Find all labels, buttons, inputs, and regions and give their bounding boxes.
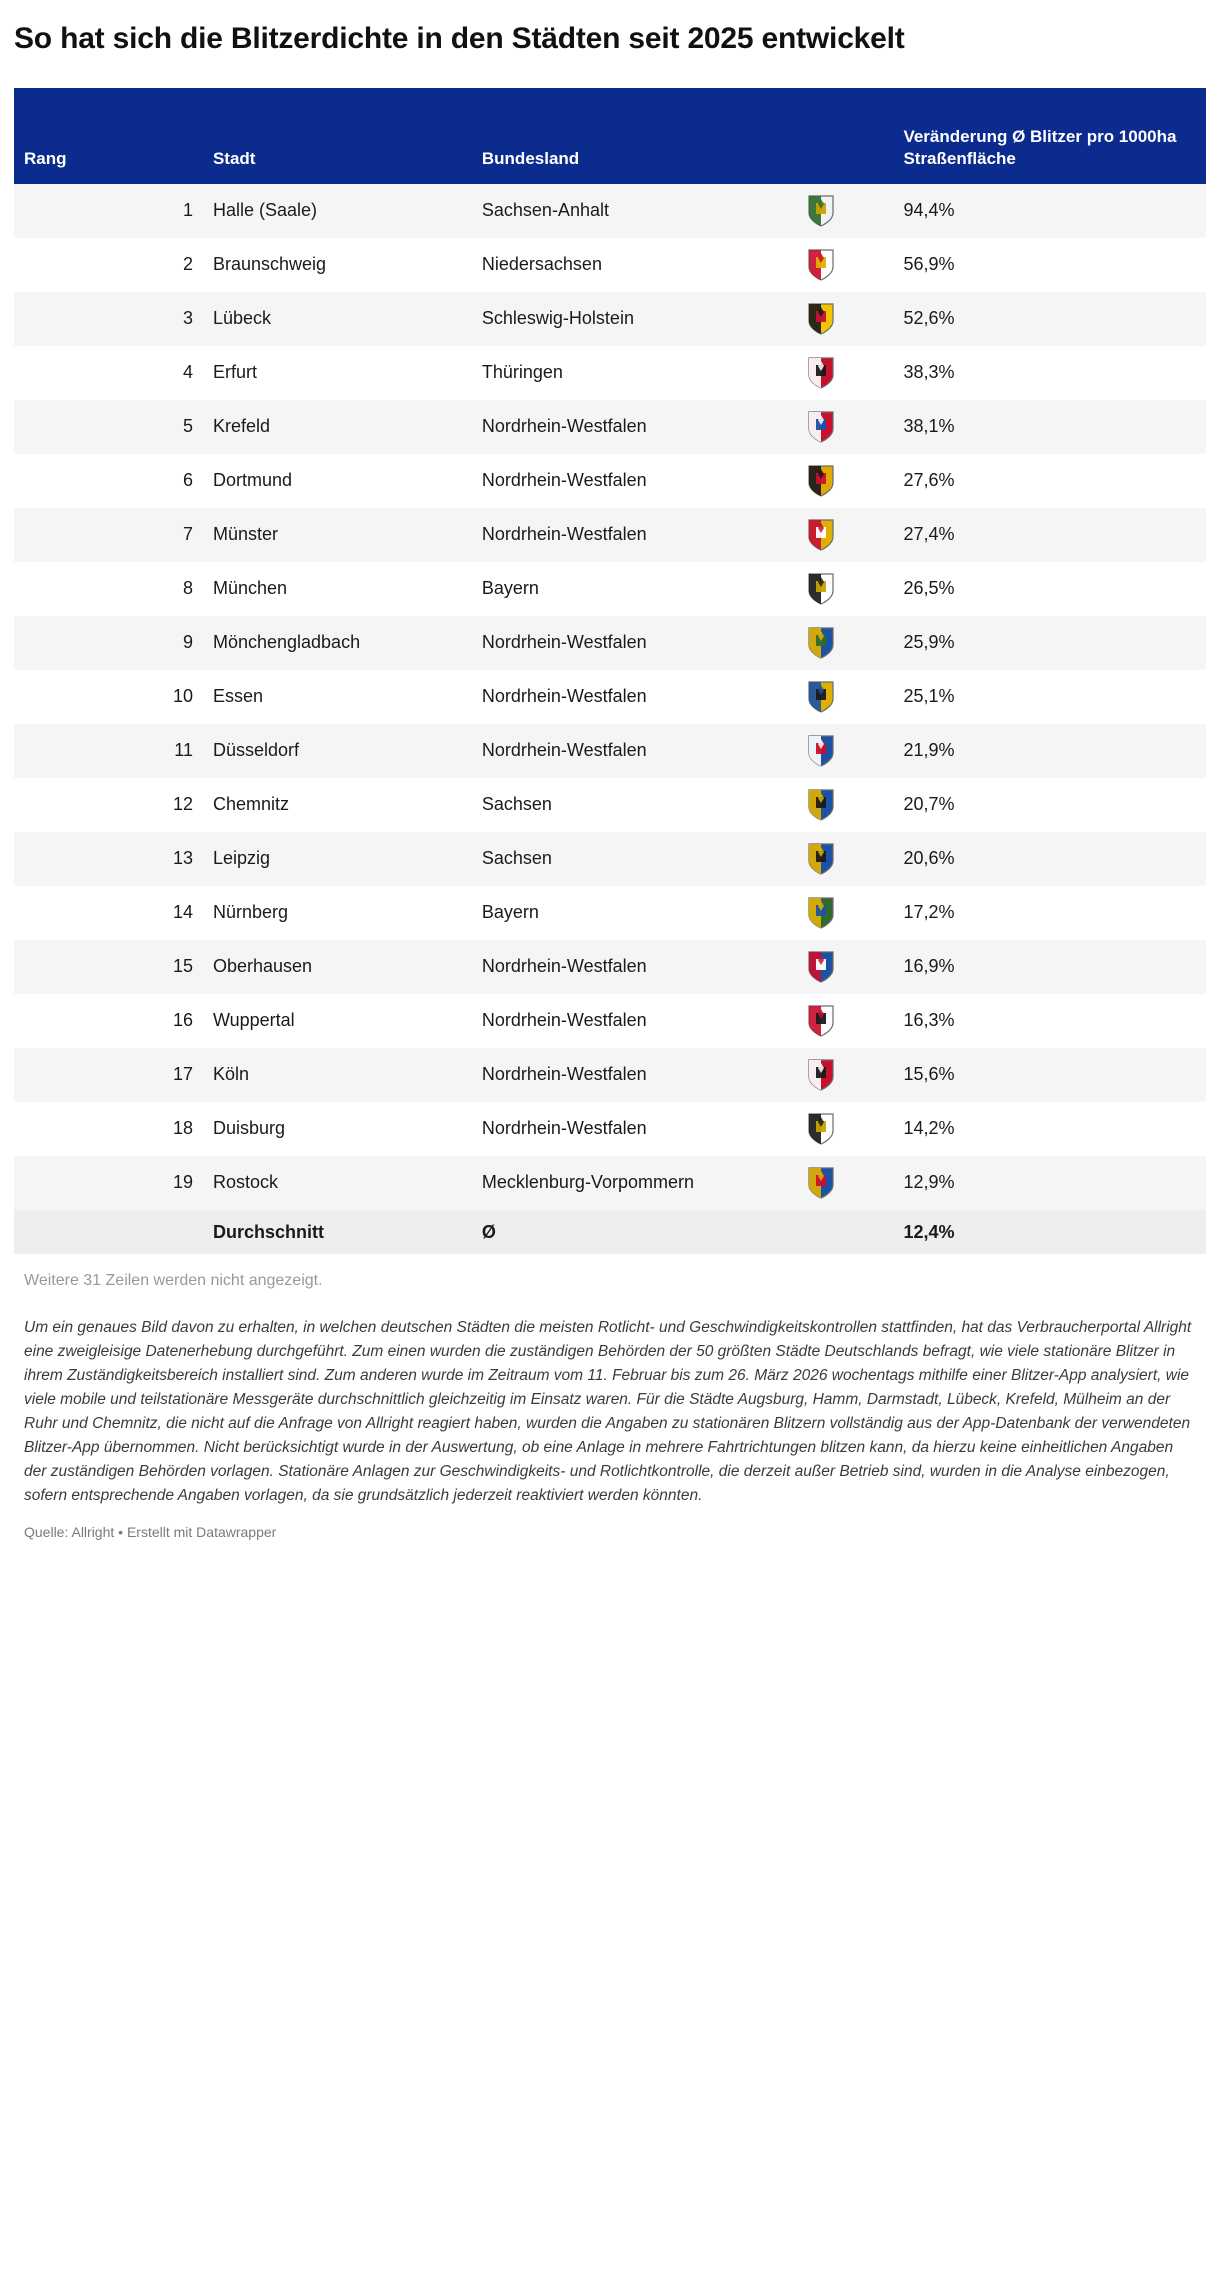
- cell-stadt: Wuppertal: [212, 1010, 295, 1031]
- table-row: [14, 832, 1206, 886]
- cell-rang: 16: [172, 1010, 193, 1031]
- page-title: So hat sich die Blitzerdichte in den Städten seit 2025 entwickelt: [14, 22, 905, 55]
- table-row: [14, 238, 1206, 292]
- cell-rang: 14: [172, 902, 193, 923]
- coat-of-arms-schleswig-holstein: [748, 292, 893, 346]
- coat-of-arms-wuppertal: [748, 994, 893, 1048]
- table-body: [14, 184, 1206, 1255]
- cell-bundesland: Nordrhein-Westfalen: [481, 470, 647, 491]
- source-line: Quelle: Allright • Erstellt mit Datawrapper: [24, 1524, 277, 1541]
- cell-bundesland: Schleswig-Holstein: [481, 308, 634, 329]
- table-header: [14, 88, 1206, 184]
- cell-veraenderung: 56,9%: [903, 254, 955, 275]
- table-row: [14, 616, 1206, 670]
- cell-stadt: Dortmund: [212, 470, 292, 491]
- hidden-rows-note: Weitere 31 Zeilen werden nicht angezeigt.: [24, 1272, 323, 1289]
- table-row: [14, 724, 1206, 778]
- cell-veraenderung: 15,6%: [903, 1064, 955, 1085]
- table-row: [14, 562, 1206, 616]
- coat-of-arms-rostock: [748, 1156, 893, 1210]
- cell-stadt: Münster: [212, 524, 278, 545]
- cell-stadt: Köln: [212, 1064, 249, 1085]
- cell-veraenderung: 26,5%: [903, 578, 955, 599]
- table-row: [14, 886, 1206, 940]
- cell-rang: 5: [182, 416, 193, 437]
- cell-rang: 9: [182, 632, 193, 653]
- table-row: [14, 778, 1206, 832]
- coat-of-arms-duisburg: [748, 1102, 893, 1156]
- cell-veraenderung: 12,4%: [893, 1210, 1206, 1255]
- cell-veraenderung: 21,9%: [903, 740, 955, 761]
- coat-of-arms-oberhausen: [748, 940, 893, 994]
- cell-stadt: Braunschweig: [212, 254, 327, 275]
- column-header-wappen[interactable]: [748, 88, 893, 184]
- cell-bundesland: Sachsen: [481, 848, 552, 869]
- table-row: [14, 1102, 1206, 1156]
- cell-bundesland: Nordrhein-Westfalen: [481, 1064, 647, 1085]
- cell-veraenderung: 27,4%: [903, 524, 955, 545]
- methodology-footnote: Um ein genaues Bild davon zu erhalten, in welchen deutschen Städten die meisten Rotlicht- und Geschwindigkeitskontrollen stattfinden, hat das Verbraucherportal Allright eine zweigleisige Datenerhebung durchgeführt. Zum einen wurden die zuständigen Behörden der 50 größten Städte Deutschlands befragt, wie viele stationäre Blitzer in ihrem Zuständigkeitsbereich installiert sind. Zum anderen wurde im Zeitraum vom 11. Februar bis zum 26. März 2026 wochentags mithilfe einer Blitzer-App analysiert, wie viele mobile und teilstationäre Messgeräte durchschnittlich gleichzeitig im Einsatz waren. Für die Städte Augsburg, Hamm, Darmstadt, Lübeck, Krefeld, Mülheim an der Ruhr und Chemnitz, die nicht auf die Anfrage von Allright reagiert haben, wurden die Angaben zu stationären Blitzern vollständig aus der App-Datenbank der verwendeten Blitzer-App übernommen. Nicht berücksichtigt wurde in der Auswertung, ob eine Anlage in mehrere Fahrtrichtungen blitzen kann, da hierzu keine einheitlichen Angaben der zuständigen Behörden vorlagen. Stationäre Anlagen zur Geschwindigkeits- und Rotlichtkontrolle, die derzeit außer Betrieb sind, wurden in die Analyse einbezogen, sofern entsprechende Angaben vorlagen, da sie grundsätzlich jederzeit reaktiviert werden könnten.: [24, 1319, 1192, 1505]
- table-summary-row: [14, 1210, 1206, 1255]
- cell-rang: 8: [182, 578, 193, 599]
- cell-stadt: Erfurt: [212, 362, 257, 383]
- cell-bundesland: Sachsen-Anhalt: [481, 200, 609, 221]
- cell-veraenderung: 14,2%: [903, 1118, 955, 1139]
- table-row: [14, 400, 1206, 454]
- cell-rang: 3: [182, 308, 193, 329]
- cell-stadt: Essen: [212, 686, 263, 707]
- table-header-row: [14, 88, 1206, 184]
- table-row: [14, 508, 1206, 562]
- cell-stadt: Oberhausen: [212, 956, 313, 977]
- cell-veraenderung: 16,3%: [903, 1010, 955, 1031]
- cell-veraenderung: 38,1%: [903, 416, 955, 437]
- coat-of-arms-moenchengladbach: [748, 616, 893, 670]
- column-header-bundesland[interactable]: Bundesland: [472, 88, 748, 184]
- cell-veraenderung: 16,9%: [903, 956, 955, 977]
- cell-bundesland: Nordrhein-Westfalen: [481, 686, 647, 707]
- cell-stadt: München: [212, 578, 288, 599]
- cell-bundesland: Nordrhein-Westfalen: [481, 632, 647, 653]
- cell-bundesland: Niedersachsen: [481, 254, 602, 275]
- column-header-stadt[interactable]: Stadt: [203, 88, 472, 184]
- cell-bundesland: Mecklenburg-Vorpommern: [481, 1172, 694, 1193]
- cell-rang: 15: [172, 956, 193, 977]
- cell-stadt: Halle (Saale): [212, 200, 318, 221]
- cell-rang: 4: [182, 362, 193, 383]
- table-row: [14, 1048, 1206, 1102]
- coat-of-arms-koeln: [748, 1048, 893, 1102]
- cell-rang: 10: [172, 686, 193, 707]
- cell-bundesland: Thüringen: [481, 362, 563, 383]
- cell-veraenderung: 17,2%: [903, 902, 955, 923]
- table-row: [14, 994, 1206, 1048]
- cell-rang: 19: [172, 1172, 193, 1193]
- cell-stadt: Krefeld: [212, 416, 271, 437]
- table-row: [14, 454, 1206, 508]
- column-header-veraenderung[interactable]: Veränderung Ø Blitzer pro 1000ha Straßenfläche: [893, 88, 1206, 184]
- coat-of-arms-duesseldorf: [748, 724, 893, 778]
- cell-veraenderung: 20,7%: [903, 794, 955, 815]
- cell-rang: 7: [182, 524, 193, 545]
- cell-rang: 18: [172, 1118, 193, 1139]
- cell-veraenderung: 20,6%: [903, 848, 955, 869]
- cell-stadt: Nürnberg: [212, 902, 289, 923]
- coat-of-arms-niedersachsen: [748, 238, 893, 292]
- cell-stadt: Mönchengladbach: [212, 632, 361, 653]
- cell-veraenderung: 25,9%: [903, 632, 955, 653]
- cell-veraenderung: 38,3%: [903, 362, 955, 383]
- cell-bundesland: Nordrhein-Westfalen: [481, 1118, 647, 1139]
- cell-stadt: Leipzig: [212, 848, 271, 869]
- coat-of-arms-chemnitz: [748, 778, 893, 832]
- cell-rang: 12: [172, 794, 193, 815]
- cell-rang: 11: [174, 740, 193, 761]
- coat-of-arms-dortmund: [748, 454, 893, 508]
- cell-bundesland: Ø: [472, 1210, 748, 1255]
- cell-stadt: Düsseldorf: [212, 740, 300, 761]
- coat-of-arms-krefeld: [748, 400, 893, 454]
- cell-bundesland: Nordrhein-Westfalen: [481, 524, 647, 545]
- cell-bundesland: Bayern: [481, 578, 539, 599]
- cell-bundesland: Sachsen: [481, 794, 552, 815]
- coat-of-arms-thueringen: [748, 346, 893, 400]
- coat-of-arms-muenster: [748, 508, 893, 562]
- table-row: [14, 940, 1206, 994]
- cell-bundesland: Nordrhein-Westfalen: [481, 740, 647, 761]
- cell-bundesland: Nordrhein-Westfalen: [481, 416, 647, 437]
- cell-veraenderung: 12,9%: [903, 1172, 955, 1193]
- data-table: [14, 88, 1206, 1255]
- cell-stadt: Duisburg: [212, 1118, 286, 1139]
- cell-stadt: Rostock: [212, 1172, 278, 1193]
- cell-stadt: Lübeck: [212, 308, 272, 329]
- cell-rang: 17: [172, 1064, 193, 1085]
- table-row: [14, 184, 1206, 238]
- column-header-rang[interactable]: Rang: [14, 88, 203, 184]
- cell-veraenderung: 52,6%: [903, 308, 955, 329]
- cell-stadt: Durchschnitt: [203, 1210, 472, 1255]
- cell-rang: 13: [172, 848, 193, 869]
- cell-wappen: [748, 1210, 893, 1255]
- cell-rang: [14, 1210, 203, 1255]
- coat-of-arms-nuernberg: [748, 886, 893, 940]
- coat-of-arms-muenchen: [748, 562, 893, 616]
- cell-bundesland: Nordrhein-Westfalen: [481, 956, 647, 977]
- cell-rang: 1: [182, 200, 193, 221]
- data-table-wrapper: [14, 88, 1206, 1255]
- cell-veraenderung: 94,4%: [903, 200, 955, 221]
- table-row: [14, 1156, 1206, 1210]
- cell-stadt: Chemnitz: [212, 794, 289, 815]
- table-row: [14, 292, 1206, 346]
- cell-rang: 6: [182, 470, 193, 491]
- table-row: [14, 346, 1206, 400]
- cell-bundesland: Nordrhein-Westfalen: [481, 1010, 647, 1031]
- cell-veraenderung: 27,6%: [903, 470, 955, 491]
- coat-of-arms-leipzig: [748, 832, 893, 886]
- cell-veraenderung: 25,1%: [903, 686, 955, 707]
- cell-bundesland: Bayern: [481, 902, 539, 923]
- table-row: [14, 670, 1206, 724]
- coat-of-arms-sachsen-anhalt: [748, 184, 893, 238]
- cell-rang: 2: [182, 254, 193, 275]
- coat-of-arms-essen: [748, 670, 893, 724]
